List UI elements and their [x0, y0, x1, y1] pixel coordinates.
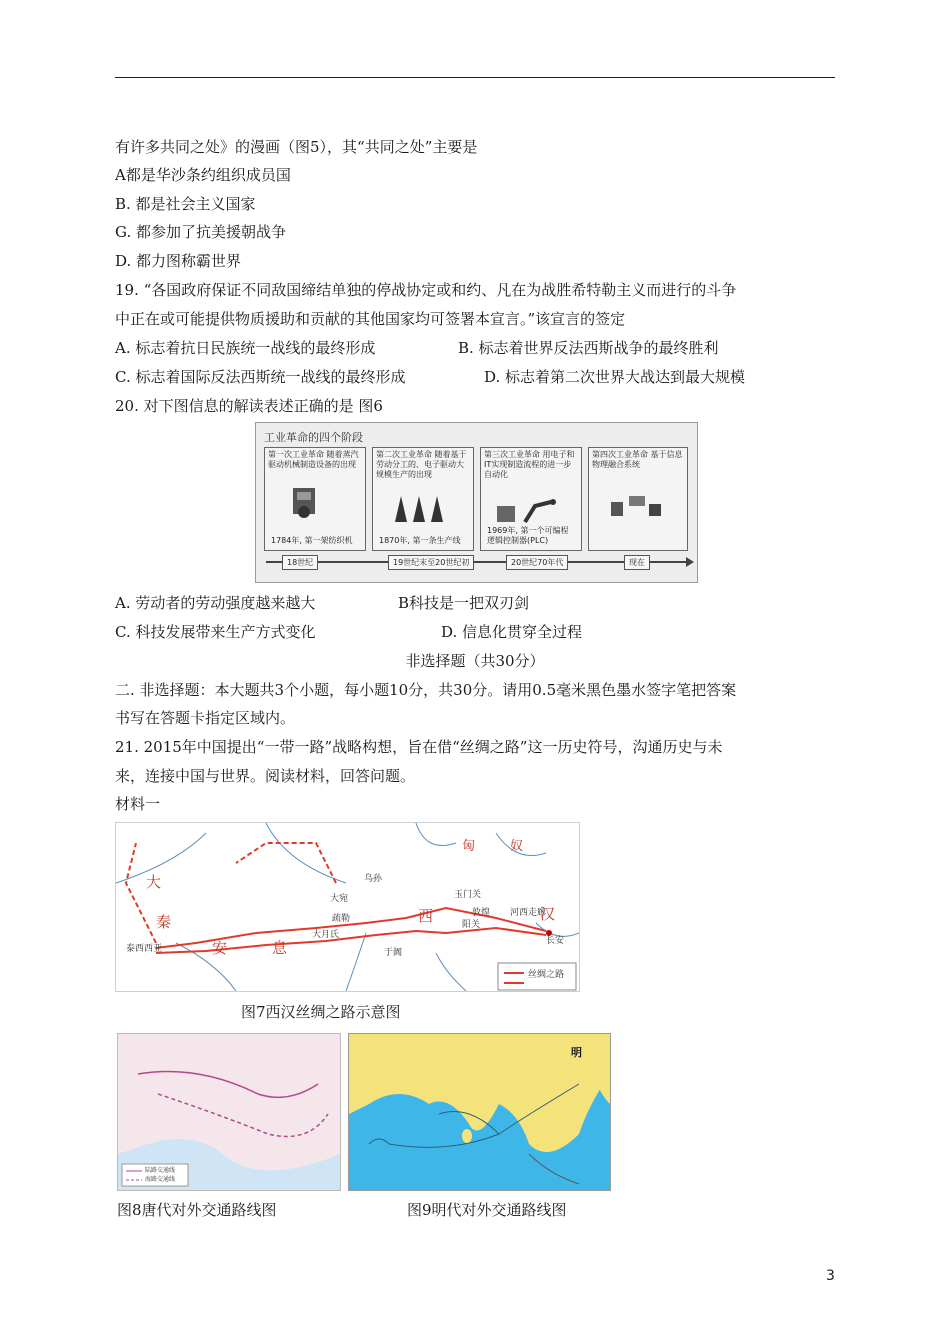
material-1-label: 材料一 [115, 795, 161, 813]
q19-option-c: C. 标志着国际反法西斯统一战线的最终形成 [115, 368, 406, 386]
figure-8-caption: 图8唐代对外交通路线图 [117, 1201, 277, 1219]
question-21-stem-cont: 来，连接中国与世界。阅读材料，回答问题。 [115, 767, 416, 785]
timeline-label-2: 19世纪末至20世纪初 [388, 555, 474, 570]
legend-sea-route: 海路交通线 [145, 1176, 176, 1183]
section-heading: 非选择题（共30分） [405, 652, 545, 670]
cyber-physical-icon [607, 492, 667, 522]
label-ming: 明 [571, 1046, 582, 1059]
label-xiongnu-1: 匈 [462, 839, 476, 854]
label-west-asia: 泰西西亚 [126, 944, 163, 954]
tang-trade-routes-map [117, 1033, 341, 1191]
question-19-stem: 19. “各国政府保证不同敌国缔结单独的停战协定或和约、凡在为战胜希特勒主义而进行的斗争 [115, 281, 737, 299]
label-dunhuang: 敦煌 [472, 908, 491, 918]
timeline-label-3: 20世纪70年代 [506, 555, 568, 570]
option-b: B. 都是社会主义国家 [115, 195, 256, 213]
label-da: 大 [146, 873, 162, 891]
figure-6-title: 工业革命的四个阶段 [264, 431, 363, 444]
figure-9-caption: 图9明代对外交通路线图 [407, 1201, 567, 1219]
label-yumenguan: 玉门关 [454, 890, 482, 900]
stage-2 [372, 447, 474, 551]
timeline-label-4: 现在 [624, 555, 650, 570]
ming-trade-routes-map [348, 1033, 611, 1191]
q20-option-d: D. 信息化贯穿全过程 [441, 623, 583, 641]
q20-option-b: B科技是一把双刃剑 [398, 594, 530, 612]
stage-1-name: 第一次工业革命 随着蒸汽驱动机械制造设备的出现 [268, 450, 359, 469]
label-qin: 秦 [156, 913, 172, 931]
spinning-machine-icon [287, 484, 327, 520]
legend-land-route: 陆路交通线 [145, 1167, 176, 1174]
production-line-icon [393, 494, 453, 524]
stage-1 [264, 447, 366, 551]
question-20-stem: 20. 对下图信息的解读表述正确的是 图6 [115, 397, 383, 415]
timeline-label-1: 18世纪 [282, 555, 318, 570]
stage-4 [588, 447, 688, 551]
section-instructions: 二. 非选择题：本大题共3个小题，每小题10分，共30分。请用0.5毫米黑色墨水签字笔把答案 [115, 681, 737, 699]
stage-2-name: 第二次工业革命 随着基于劳动分工的、电子驱动大规模生产的出现 [376, 450, 467, 479]
label-dayuan: 大宛 [330, 894, 349, 904]
header-rule [115, 77, 835, 78]
page-number: 3 [826, 1268, 835, 1284]
timeline-arrow-icon [686, 557, 694, 567]
q19-option-d: D. 标志着第二次世界大战达到最大规模 [484, 368, 746, 386]
label-changan: 长安 [546, 936, 565, 946]
label-dayuezhi: 大月氏 [312, 930, 340, 940]
q19-option-b: B. 标志着世界反法西斯战争的最终胜利 [458, 339, 719, 357]
label-xiongnu-2: 奴 [510, 839, 524, 854]
stage-3-date: 1969年, 第一个可编程逻辑控制器(PLC) [487, 526, 569, 545]
option-c: G. 都参加了抗美援朝战争 [115, 223, 286, 241]
legend-silk-road: 丝绸之路 [528, 970, 565, 980]
stage-4-name: 第四次工业革命 基于信息物理融合系统 [592, 450, 683, 469]
label-yutian: 于阗 [384, 948, 403, 958]
robot-arm-icon [495, 496, 565, 526]
label-yangguan: 阳关 [462, 920, 481, 930]
label-hexi-corridor: 河西走廊 [510, 908, 547, 918]
stage-3 [480, 447, 582, 551]
option-a: A都是华沙条约组织成员国 [115, 166, 291, 184]
question-19-stem-cont: 中正在或可能提供物质援助和贡献的其他国家均可签署本宣言。”该宣言的签定 [115, 310, 626, 328]
option-d: D. 都力图称霸世界 [115, 252, 242, 270]
timeline-axis [266, 561, 686, 563]
question-18-stem-end: 有许多共同之处》的漫画（图5），其“共同之处”主要是 [115, 138, 478, 156]
q20-option-a: A. 劳动者的劳动强度越来越大 [115, 594, 316, 612]
stage-3-name: 第三次工业革命 用电子和IT实现制造流程的进一步自动化 [484, 450, 575, 479]
figure-7-caption: 图7西汉丝绸之路示意图 [241, 1003, 401, 1021]
label-xi: 息 [272, 939, 288, 957]
label-xi-2: 西 [418, 907, 434, 925]
q20-option-c: C. 科技发展带来生产方式变化 [115, 623, 316, 641]
label-shule: 疏勒 [332, 914, 351, 924]
stage-1-date: 1784年, 第一架纺织机 [271, 536, 353, 545]
label-an: 安 [212, 939, 228, 957]
section-instructions-cont: 书写在答题卡指定区域内。 [115, 709, 296, 727]
question-21-stem: 21. 2015年中国提出“一带一路”战略构想，旨在借“丝绸之路”这一历史符号，沟通历史与未 [115, 738, 723, 756]
silk-road-map [115, 822, 580, 992]
q19-option-a: A. 标志着抗日民族统一战线的最终形成 [115, 339, 376, 357]
stage-2-date: 1870年, 第一条生产线 [379, 536, 461, 545]
label-wusun: 乌孙 [364, 874, 383, 884]
label-han: 汉 [540, 905, 556, 923]
industrial-revolution-figure [255, 422, 698, 583]
